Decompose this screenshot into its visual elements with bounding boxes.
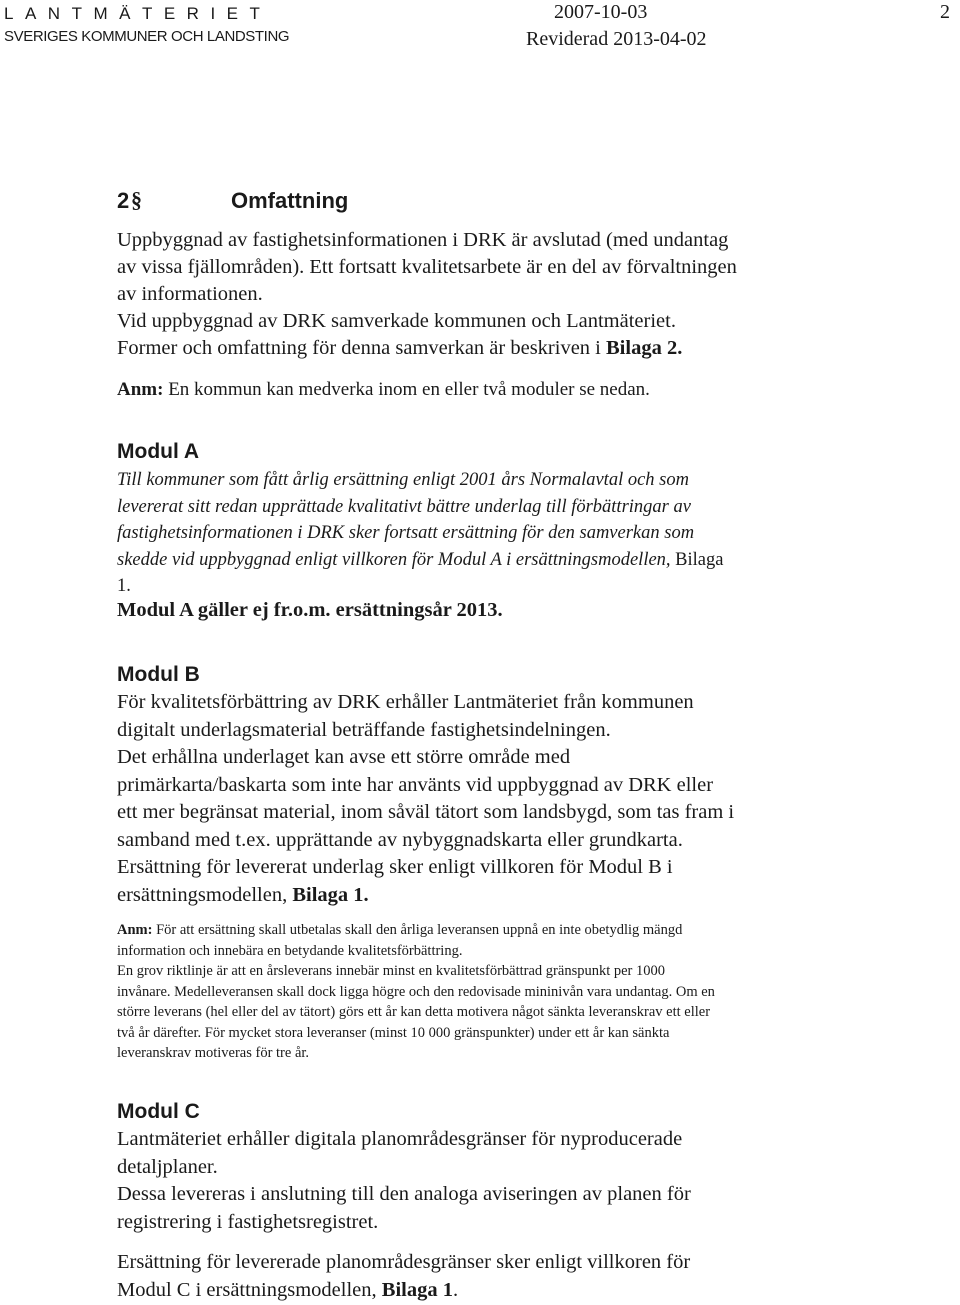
note-text: För att ersättning skall utbetalas skall den årliga leveransen uppnå en inte obetydlig mängd	[152, 922, 683, 938]
note-label: Anm:	[117, 922, 153, 938]
intro-paragraph	[117, 227, 737, 362]
modul-b-text	[117, 689, 734, 909]
note-text: En kommun kan medverka inom en eller två moduler se nedan.	[163, 379, 650, 400]
modul-c-heading: Modul C	[117, 1100, 200, 1123]
text-line: ett mer begränsat material, inom såväl tätort som landsbygd, som tas fram i	[117, 801, 735, 823]
document-date: 2007-10-03	[554, 1, 648, 23]
org-name-line1: LANTMÄTERIET	[4, 4, 272, 23]
text-line: större leverans (hel eller del av tätort) görs ett år kan detta motivera något sänkta leveranskrav ett eller	[117, 1004, 711, 1020]
text-span: skedde vid uppbyggnad enligt villkoren för Modul A i ersättningsmodellen,	[117, 549, 676, 570]
text-line: Vid uppbyggnad av DRK samverkade kommunen och Lantmäteriet.	[117, 310, 676, 332]
text-line: detaljplaner.	[117, 1155, 218, 1178]
text-line	[117, 547, 723, 574]
text-span: ersättningsmodellen,	[117, 883, 293, 906]
text-line	[117, 920, 715, 941]
text-line: För kvalitetsförbättring av DRK erhåller Lantmäteriet från kommunen	[117, 691, 694, 713]
note-label: Anm:	[117, 379, 164, 400]
text-line: Dessa levereras i anslutning till den analoga aviseringen av planen för	[117, 1183, 691, 1205]
text-line: leveranskrav motiveras för tre år.	[117, 1045, 310, 1061]
bilaga-reference: Bilaga 2.	[606, 337, 683, 359]
header-dates	[526, 0, 707, 51]
text-line: Till kommuner som fått årlig ersättning enligt 2001 års Normalavtal och som	[117, 470, 689, 490]
text-span: Modul C i ersättningsmodellen,	[117, 1278, 382, 1301]
text-line: Ersättning för levererat underlag sker enligt villkoren för Modul B i	[117, 856, 673, 878]
text-line: 1.	[117, 576, 131, 596]
text-line	[117, 1277, 690, 1305]
text-line	[117, 335, 737, 362]
org-name-line2: SVERIGES KOMMUNER OCH LANDSTING	[4, 28, 290, 45]
text-line: information och innebära en betydande kvalitetsförbättring.	[117, 942, 463, 959]
text-span: .	[452, 1278, 459, 1301]
text-line: fastighetsinformationen i DRK sker fortsatt ersättning för den samverkan som	[117, 523, 695, 543]
text-line	[117, 882, 734, 910]
modul-a-notice: Modul A gäller ej fr.o.m. ersättningsår 2013.	[117, 599, 503, 621]
modul-c-text	[117, 1126, 691, 1236]
modul-c-compensation	[117, 1249, 690, 1304]
page-number: 2	[940, 1, 950, 23]
modul-b-heading: Modul B	[117, 663, 200, 686]
text-line: Ersättning för levererade planområdesgränser sker enligt villkoren för	[117, 1251, 691, 1273]
page-header-org	[4, 4, 289, 47]
text-line: två år därefter. För mycket stora leveranser (minst 10 000 gränspunkter) under ett år kan sänkta	[117, 1024, 670, 1041]
bilaga-reference: Bilaga	[675, 549, 724, 570]
text-line: Det erhållna underlaget kan avse ett större område med	[117, 746, 571, 768]
text-line: av informationen.	[117, 283, 263, 305]
text-line: Lantmäteriet erhåller digitala planområdesgränser för nyproducerade	[117, 1128, 683, 1150]
text-line: registrering i fastighetsregistret.	[117, 1210, 379, 1233]
text-span: Former och omfattning för denna samverkan är beskriven i	[117, 337, 606, 359]
modul-b-note	[117, 920, 715, 1064]
text-line: primärkarta/baskarta som inte har använts vid uppbyggnad av DRK eller	[117, 773, 714, 796]
text-line: Uppbyggnad av fastighetsinformationen i DRK är avslutad (med undantag	[117, 229, 729, 251]
section-title: Omfattning	[231, 188, 349, 213]
text-line: levererat sitt redan upprättade kvalitativt bättre underlag till förbättringar av	[117, 496, 691, 517]
text-line: invånare. Medelleveransen skall dock ligga högre och den redovisade mininivån vara undantag. Om en	[117, 983, 715, 1000]
text-line: samband med t.ex. upprättande av nybyggnadskarta eller grundkarta.	[117, 828, 683, 851]
revision-date: Reviderad 2013-04-02	[526, 28, 707, 50]
text-line: En grov riktlinje är att en årsleverans innebär minst en kvalitetsförbättrad gränspunkt per 1000	[117, 963, 666, 979]
text-line: av vissa fjällområden). Ett fortsatt kvalitetsarbete är en del av förvaltningen	[117, 256, 737, 278]
section-number: 2	[117, 188, 130, 213]
modul-a-heading: Modul A	[117, 440, 200, 463]
text-line: digitalt underlagsmaterial beträffande fastighetsindelningen.	[117, 718, 611, 741]
modul-a-text	[117, 467, 723, 600]
bilaga-reference: Bilaga 1.	[292, 883, 369, 906]
section-symbol: §	[131, 187, 142, 212]
intro-note	[117, 377, 650, 403]
bilaga-reference: Bilaga 1	[381, 1278, 453, 1301]
